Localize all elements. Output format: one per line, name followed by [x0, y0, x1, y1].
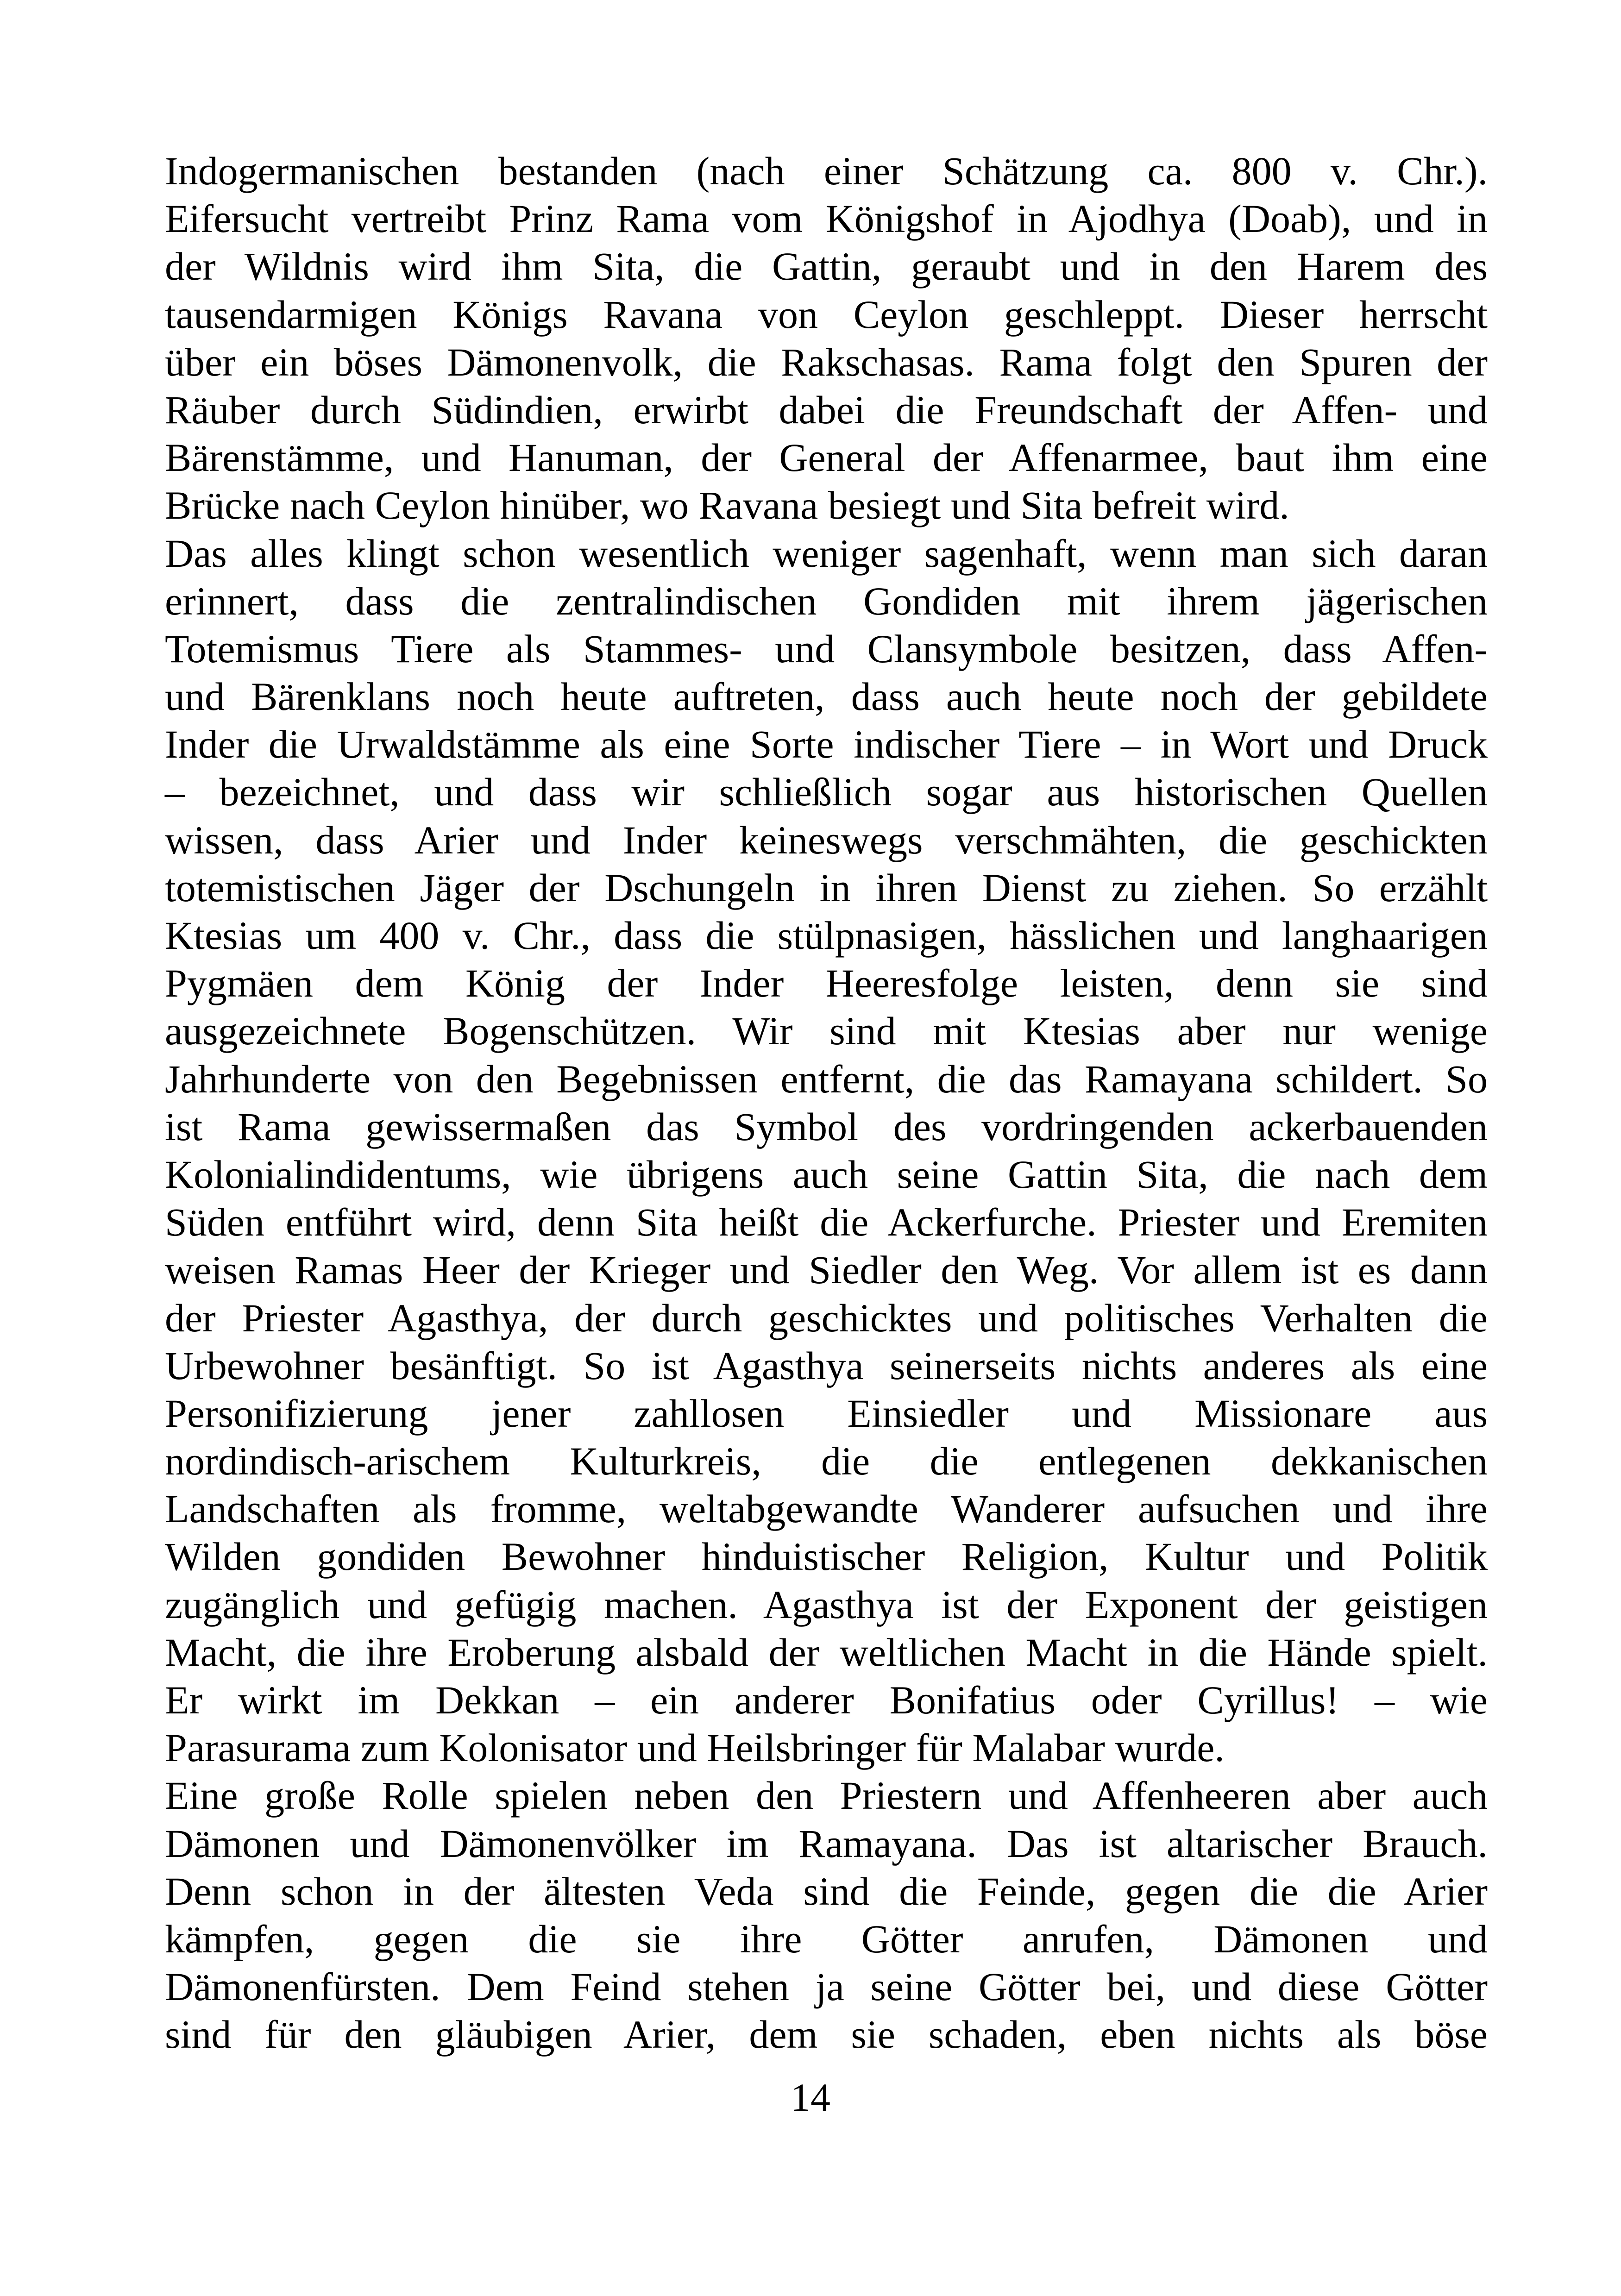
text-line: Parasurama zum Kolonisator und Heilsbringer für Malabar wurde.	[165, 1725, 1225, 1770]
text-line: Dämonenfürsten. Dem Feind stehen ja seine Götter bei, und diese Götter	[165, 1964, 1488, 2009]
text-line: Eifersucht vertreibt Prinz Rama vom Königshof in Ajodhya (Doab), und in	[165, 196, 1488, 241]
text-line: Landschaften als fromme, weltabgewandte Wanderer aufsuchen und ihre	[165, 1487, 1488, 1531]
text-line: über ein böses Dämonenvolk, die Rakschasas. Rama folgt den Spuren der	[165, 339, 1488, 384]
text-line: tausendarmigen Königs Ravana von Ceylon geschleppt. Dieser herrscht	[165, 292, 1488, 337]
text-line: der Priester Agasthya, der durch geschicktes und politisches Verhalten die	[165, 1295, 1488, 1340]
text-line: ist Rama gewissermaßen das Symbol des vordringenden ackerbauenden	[165, 1104, 1488, 1149]
text-line: Räuber durch Südindien, erwirbt dabei die Freundschaft der Affen- und	[165, 387, 1488, 432]
body-text	[165, 147, 1488, 2059]
text-line: Er wirkt im Dekkan – ein anderer Bonifatius oder Cyrillus! – wie	[165, 1678, 1488, 1722]
text-line: Kolonialindidentums, wie übrigens auch seine Gattin Sita, die nach dem	[165, 1152, 1488, 1197]
text-line: kämpfen, gegen die sie ihre Götter anrufen, Dämonen und	[165, 1916, 1488, 1961]
text-line: – bezeichnet, und dass wir schließlich sogar aus historischen Quellen	[165, 770, 1488, 815]
text-line: Wilden gondiden Bewohner hinduistischer Religion, Kultur und Politik	[165, 1534, 1488, 1579]
text-line: wissen, dass Arier und Inder keineswegs verschmähten, die geschickten	[165, 817, 1488, 862]
page-number: 14	[791, 2075, 830, 2120]
text-line: Süden entführt wird, denn Sita heißt die Ackerfurche. Priester und Eremiten	[165, 1200, 1488, 1245]
text-line: Pygmäen dem König der Inder Heeresfolge leisten, denn sie sind	[165, 961, 1488, 1006]
text-line: nordindisch-arischem Kulturkreis, die die entlegenen dekkanischen	[165, 1439, 1488, 1484]
text-line: Das alles klingt schon wesentlich weniger sagenhaft, wenn man sich daran	[165, 531, 1488, 576]
text-line: Personifizierung jener zahllosen Einsiedler und Missionare aus	[165, 1391, 1488, 1436]
text-line: Dämonen und Dämonenvölker im Ramayana. Das ist altarischer Brauch.	[165, 1821, 1488, 1866]
text-line: und Bärenklans noch heute auftreten, dass auch heute noch der gebildete	[165, 674, 1488, 719]
text-line: Macht, die ihre Eroberung alsbald der weltlichen Macht in die Hände spielt.	[165, 1630, 1488, 1675]
text-line: Inder die Urwaldstämme als eine Sorte indischer Tiere – in Wort und Druck	[165, 722, 1488, 767]
text-line: Brücke nach Ceylon hinüber, wo Ravana besiegt und Sita befreit wird.	[165, 483, 1289, 528]
text-line: Denn schon in der ältesten Veda sind die Feinde, gegen die die Arier	[165, 1869, 1488, 1913]
text-line: Urbewohner besänftigt. So ist Agasthya seinerseits nichts anderes als eine	[165, 1343, 1488, 1388]
text-line: zugänglich und gefügig machen. Agasthya ist der Exponent der geistigen	[165, 1582, 1488, 1627]
text-line: Eine große Rolle spielen neben den Priestern und Affenheeren aber auch	[165, 1773, 1488, 1818]
text-line: Jahrhunderte von den Begebnissen entfernt, die das Ramayana schildert. So	[165, 1056, 1488, 1101]
text-line: Indogermanischen bestanden (nach einer Schätzung ca. 800 v. Chr.).	[165, 149, 1488, 193]
text-line: ausgezeichnete Bogenschützen. Wir sind mit Ktesias aber nur wenige	[165, 1009, 1488, 1054]
text-line: der Wildnis wird ihm Sita, die Gattin, geraubt und in den Harem des	[165, 244, 1488, 289]
text-line: sind für den gläubigen Arier, dem sie schaden, eben nichts als böse	[165, 2012, 1488, 2057]
text-line: Bärenstämme, und Hanuman, der General der Affenarmee, baut ihm eine	[165, 435, 1488, 480]
text-line: Totemismus Tiere als Stammes- und Clansymbole besitzen, dass Affen-	[165, 626, 1488, 671]
text-line: totemistischen Jäger der Dschungeln in ihren Dienst zu ziehen. So erzählt	[165, 865, 1488, 910]
text-line: weisen Ramas Heer der Krieger und Siedler den Weg. Vor allem ist es dann	[165, 1248, 1488, 1292]
text-line: erinnert, dass die zentralindischen Gondiden mit ihrem jägerischen	[165, 578, 1488, 623]
text-line: Ktesias um 400 v. Chr., dass die stülpnasigen, hässlichen und langhaarigen	[165, 913, 1488, 958]
